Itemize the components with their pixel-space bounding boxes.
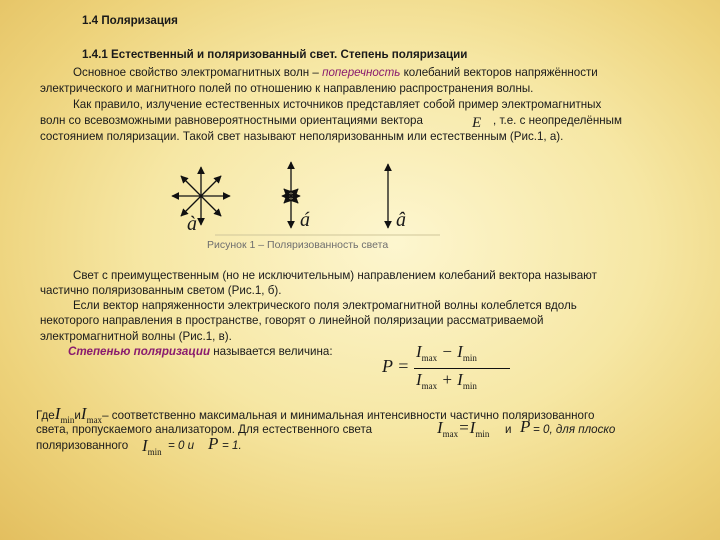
p1-text-cont: колебаний векторов напряжённости — [400, 66, 598, 79]
p1-line2: электрического и магнитного полей по отношению к направлению распространения волны. — [40, 82, 534, 95]
den-min: min — [462, 381, 477, 391]
vector-e-symbol: E — [472, 115, 482, 131]
p2-line5: электромагнитной волны (Рис.1, в). — [40, 330, 232, 343]
imax-symbol: I — [80, 404, 87, 423]
l3-imin-sub: min — [147, 447, 162, 457]
section-title: 1.4 Поляризация — [82, 14, 178, 27]
num-min: min — [462, 353, 477, 363]
p3-line1-text: – соответственно максимальная и минимальная интенсивности частично поляризованного — [102, 409, 595, 422]
imax-sub: max — [86, 415, 103, 425]
p3-and2: и — [505, 423, 512, 436]
p3-line3b: = 0 и — [168, 439, 195, 452]
den-i: I — [416, 370, 422, 389]
eq-imax-sub: max — [442, 429, 459, 439]
figure-label-b: á — [300, 209, 310, 231]
p2-line3: Если вектор напряженности электрического поля электромагнитной волны колеблется вдоль — [73, 299, 577, 312]
p3-and: и — [74, 409, 81, 422]
p3-line2b: = 0, для плоско — [533, 423, 616, 436]
p1-text: Основное свойство электромагнитных волн – — [73, 66, 323, 79]
p-symbol: P — [520, 417, 531, 436]
p2-line6-text: называется величина: — [210, 345, 333, 358]
den-max: max — [421, 381, 438, 391]
figure-label-c: â — [396, 209, 406, 231]
imax-equals-imin — [437, 418, 489, 438]
figure-label-a: à — [187, 213, 197, 235]
p2-line1: Свет с преимущественным (но не исключительным) направлением колебаний вектора называют — [73, 269, 597, 282]
p2-line2: частично поляризованным светом (Рис.1, б). — [40, 284, 282, 297]
formula-numerator — [416, 342, 477, 362]
den-op: + I — [437, 370, 463, 389]
formula-denominator — [416, 370, 477, 390]
natural-light-diagram — [172, 167, 230, 225]
num-i: I — [416, 342, 422, 361]
degree-of-polarization-term: Степенью поляризации — [68, 345, 211, 358]
p3-where: Где — [36, 409, 55, 422]
p3-line2a: света, пропускаемого анализатором. Для естественного света — [36, 423, 373, 436]
p2-line4: некоторого направления в пространстве, говорят о линейной поляризации рассматриваемой — [40, 314, 544, 327]
p3-line3c: = 1. — [222, 439, 242, 452]
l3-imin — [142, 436, 162, 456]
l3-p-symbol: P — [208, 434, 219, 453]
eq-imax: I — [437, 418, 443, 437]
partially-polarized-diagram — [282, 162, 300, 228]
p1-line4b: , т.е. с неопределённым — [493, 114, 622, 127]
l3-imin-i: I — [142, 436, 148, 455]
figure-caption: Рисунок 1 – Поляризованность света — [207, 239, 389, 251]
p1-line5: состоянием поляризации. Такой свет называют неполяризованным или естественным (Рис.1, а). — [40, 130, 564, 143]
subsection-title: 1.4.1 Естественный и поляризованный свет. Степень поляризации — [82, 48, 468, 61]
num-op: − I — [437, 342, 463, 361]
p1-line4a: волн со всевозможными равновероятностными ориентациями вектора — [40, 114, 423, 127]
imin-sub: min — [60, 415, 75, 425]
eq-imin-sub: min — [475, 429, 490, 439]
eq-mid: =I — [458, 418, 476, 437]
p1-line3: Как правило, излучение естественных источников представляет собой пример электромагнитных — [73, 98, 602, 111]
num-max: max — [421, 353, 438, 363]
transversality-term: поперечность — [322, 66, 401, 79]
p3-line3a: поляризованного — [36, 439, 129, 452]
imin-symbol: I — [54, 404, 61, 423]
fraction-bar — [414, 368, 510, 369]
formula-lhs: P = — [382, 356, 410, 376]
p2-line6 — [68, 344, 333, 359]
